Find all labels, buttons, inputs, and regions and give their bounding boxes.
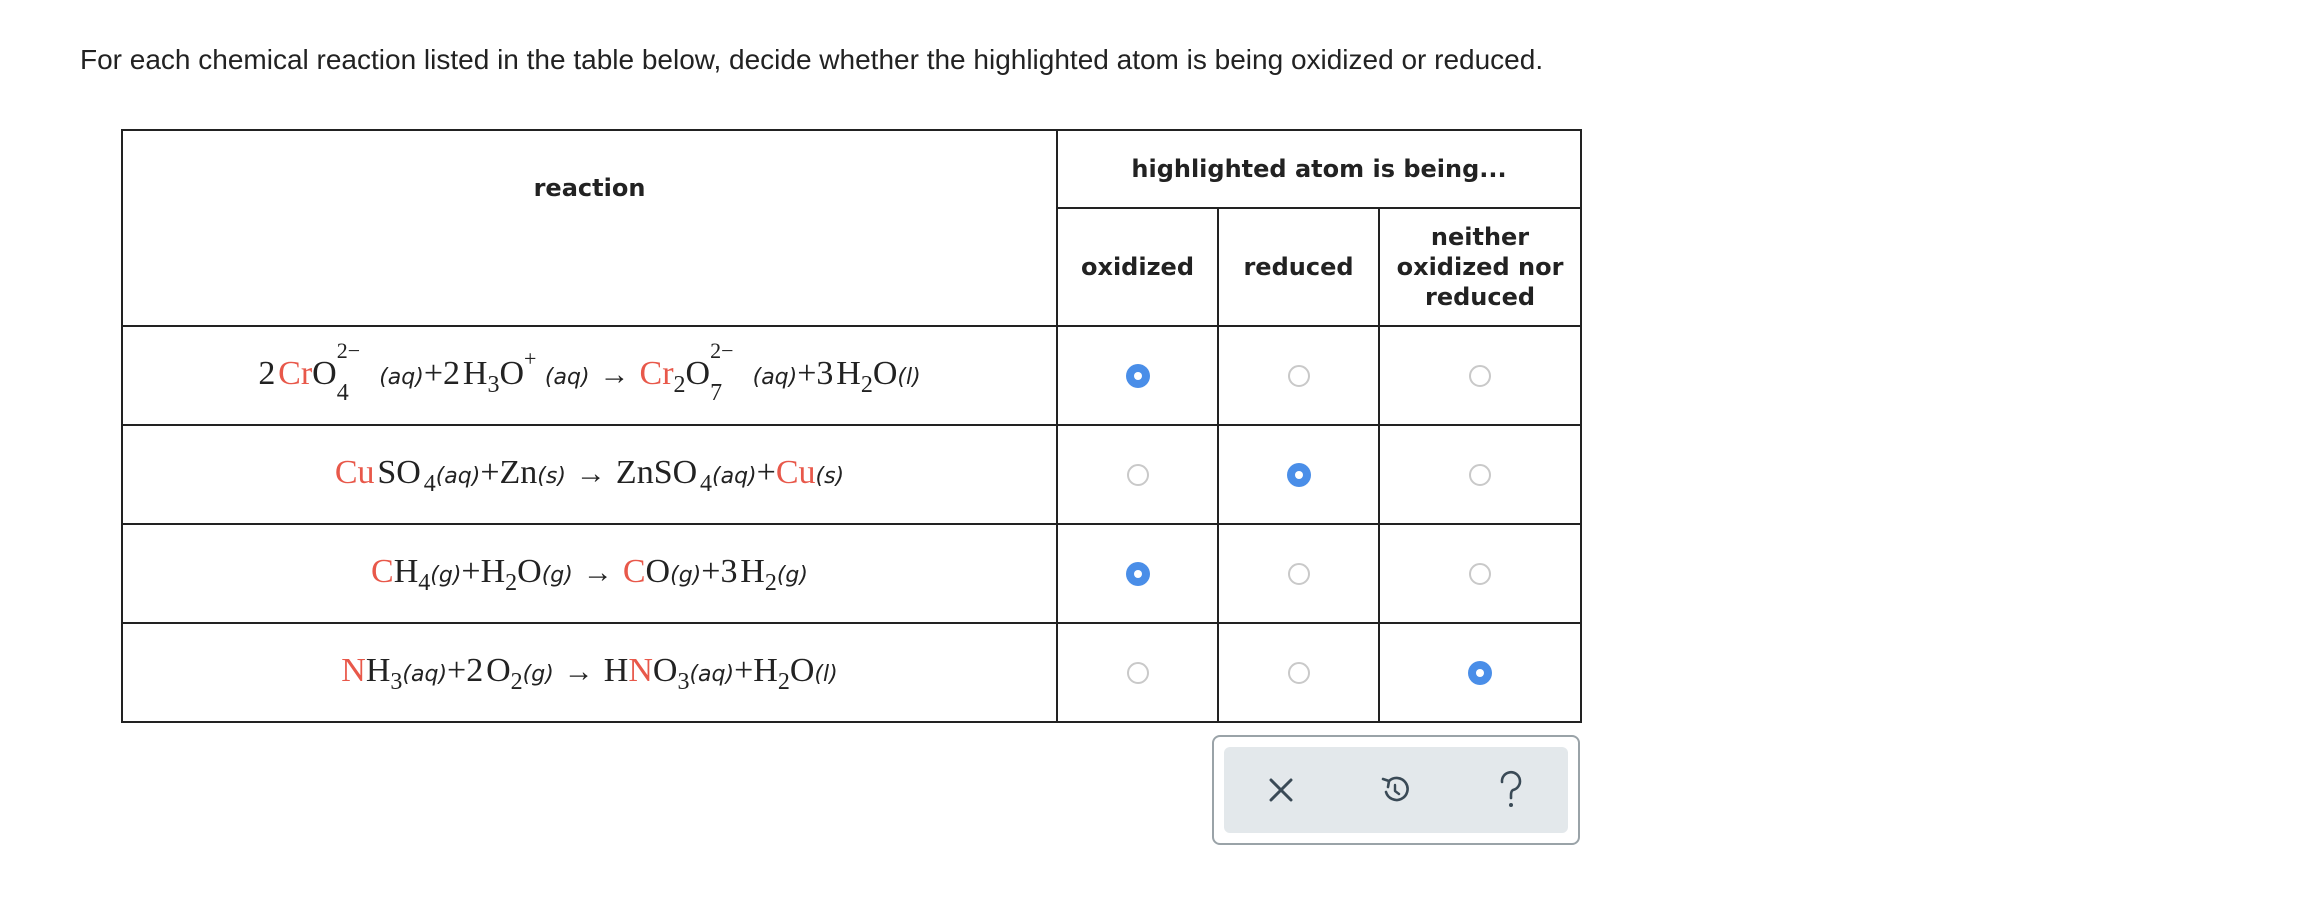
- table-row: [122, 425, 1581, 524]
- option-cell-neither[interactable]: [1379, 326, 1581, 425]
- radio-oxidized[interactable]: [1126, 562, 1150, 586]
- highlighted-atom: Cr: [639, 354, 674, 392]
- column-header-oxidized: oxidized: [1057, 208, 1218, 326]
- reaction-column-header: reaction: [122, 130, 1057, 326]
- reaction-arrow: →: [563, 654, 594, 688]
- toolbar-inner: [1224, 747, 1568, 833]
- radio-neither[interactable]: [1469, 563, 1491, 585]
- reaction-table: [121, 129, 1582, 723]
- reaction-cell: [122, 425, 1057, 524]
- option-cell-reduced[interactable]: [1218, 326, 1379, 425]
- reaction-arrow: →: [575, 456, 606, 490]
- reaction-cell: [122, 326, 1057, 425]
- group-header: highlighted atom is being...: [1057, 130, 1581, 208]
- table-row: [122, 524, 1581, 623]
- radio-reduced[interactable]: [1288, 563, 1310, 585]
- radio-oxidized[interactable]: [1126, 364, 1150, 388]
- answer-toolbar: [1212, 735, 1580, 845]
- column-header-reduced: reduced: [1218, 208, 1379, 326]
- radio-reduced[interactable]: [1288, 662, 1310, 684]
- highlighted-atom: Cr: [278, 354, 313, 392]
- option-cell-oxidized[interactable]: [1057, 326, 1218, 425]
- radio-neither[interactable]: [1468, 661, 1492, 685]
- radio-neither[interactable]: [1469, 365, 1491, 387]
- reaction-arrow: →: [599, 357, 630, 391]
- option-cell-reduced[interactable]: [1218, 524, 1379, 623]
- option-cell-oxidized[interactable]: [1057, 425, 1218, 524]
- help-icon: [1496, 770, 1526, 810]
- radio-neither[interactable]: [1469, 464, 1491, 486]
- reaction-equation: Cu SO $_4$(aq)+Zn(s) → ZnSO $_4$(aq)+Cu(s): [334, 453, 845, 497]
- column-header-neither: neither oxidized nor reduced: [1379, 208, 1581, 326]
- highlighted-atom: C: [622, 552, 646, 590]
- clear-button[interactable]: [1251, 760, 1311, 820]
- highlighted-atom: Cu: [775, 453, 816, 491]
- option-cell-reduced[interactable]: [1218, 623, 1379, 722]
- close-icon: [1267, 776, 1295, 804]
- table-row: [122, 623, 1581, 722]
- undo-button[interactable]: [1366, 760, 1426, 820]
- option-cell-oxidized[interactable]: [1057, 524, 1218, 623]
- option-cell-neither[interactable]: [1379, 425, 1581, 524]
- option-cell-neither[interactable]: [1379, 524, 1581, 623]
- highlighted-atom: C: [371, 552, 394, 590]
- option-cell-neither[interactable]: [1379, 623, 1581, 722]
- highlighted-atom: N: [341, 651, 366, 689]
- question-prompt: For each chemical reaction listed in the table below, decide whether the highlighted atom is being oxidized or reduced.: [80, 44, 1544, 75]
- help-button[interactable]: [1481, 760, 1541, 820]
- reaction-cell: [122, 524, 1057, 623]
- reaction-equation: $NH_3(aq)+2$ $O_2(g) \to HNO_3(aq)+H_2O(l)$: [341, 651, 838, 695]
- option-cell-reduced[interactable]: [1218, 425, 1379, 524]
- reaction-equation: 2 CrO 2− 4 (aq)+2 $H_3O^+$ $(aq) \to Cr_2O$ 2− 7 (aq)+3 $H_2O(l)$: [258, 337, 921, 406]
- radio-oxidized[interactable]: [1127, 464, 1149, 486]
- highlighted-atom: Cu: [334, 453, 375, 491]
- reaction-cell: [122, 623, 1057, 722]
- undo-icon: [1379, 773, 1413, 807]
- reaction-equation: $CH_4(g)+H_2O(g) \to CO(g)+3$ $H_2(g)$: [371, 552, 808, 596]
- radio-reduced[interactable]: [1288, 365, 1310, 387]
- radio-reduced[interactable]: [1287, 463, 1311, 487]
- radio-oxidized[interactable]: [1127, 662, 1149, 684]
- table-row: [122, 326, 1581, 425]
- option-cell-oxidized[interactable]: [1057, 623, 1218, 722]
- reaction-arrow: →: [582, 555, 613, 589]
- highlighted-atom: N: [628, 651, 653, 689]
